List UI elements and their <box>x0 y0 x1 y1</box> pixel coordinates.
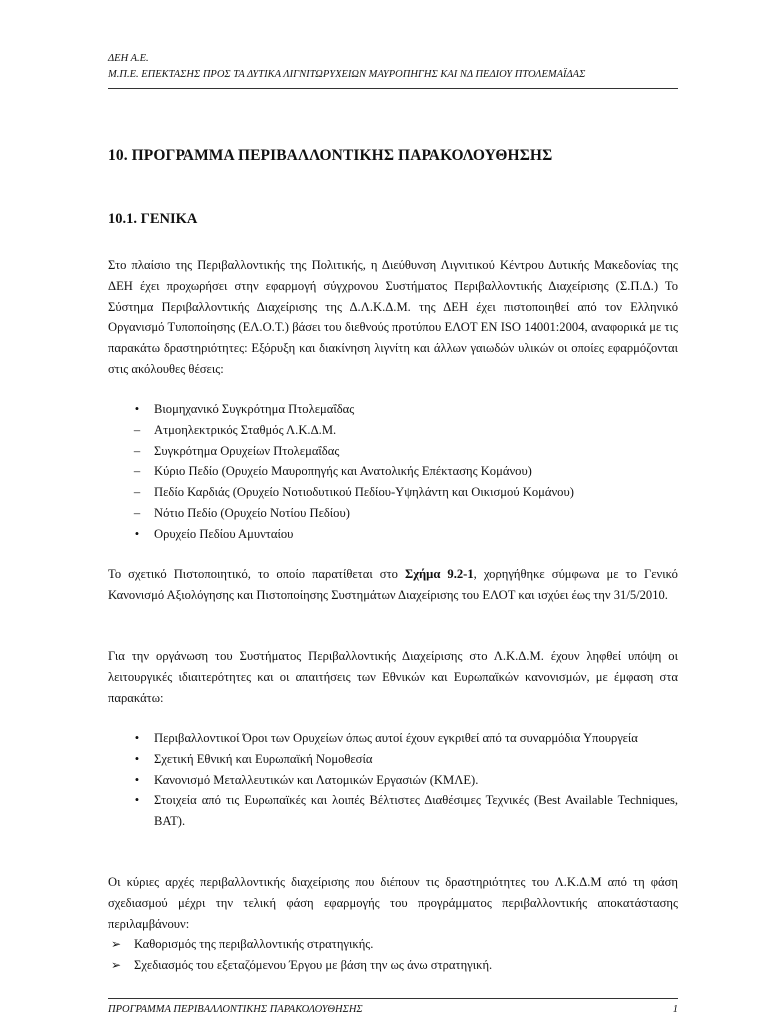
dash-marker: – <box>133 443 141 458</box>
bullet-marker: • <box>134 793 140 808</box>
arrow-bullet-icon: ➢ <box>110 957 122 972</box>
header-project: Μ.Π.Ε. ΕΠΕΚΤΑΣΗΣ ΠΡΟΣ ΤΑ ΔΥΤΙΚΑ ΛΙΓΝΙΤΩΡΥΧΕΙΩΝ ΜΑΥΡΟΠΗΓΗΣ ΚΑΙ ΝΔ ΠΕΔΙΟΥ ΠΤΟΛΕΜΑΪΔΑΣ <box>108 69 586 80</box>
list-item <box>108 934 492 955</box>
dash-marker: – <box>133 505 141 520</box>
organisation-paragraph: Για την οργάνωση του Συστήματος Περιβαλλοντικής Διαχείρισης στο Λ.Κ.Δ.Μ. έχουν ληφθεί υπόψη οι λειτουργικές ιδιαιτερότητες και οι απαιτήσεις των Εθνικών και Ευρωπαϊκών κανονισμών, με έμφαση στα παρακάτω: <box>108 649 678 705</box>
footer-title: ΠΡΟΓΡΑΜΜΑ ΠΕΡΙΒΑΛΛΟΝΤΙΚΗΣ ΠΑΡΑΚΟΛΟΥΘΗΣΗΣ <box>108 1004 363 1015</box>
list-item-text: Ατμοηλεκτρικός Σταθμός Λ.Κ.Δ.Μ. <box>154 422 337 437</box>
list-item-text: Συγκρότημα Ορυχείων Πτολεμαΐδας <box>154 443 340 458</box>
footer-divider <box>108 998 678 999</box>
header-company: ΔΕΗ Α.Ε. <box>108 53 149 64</box>
list-item-text: Πεδίο Καρδιάς (Ορυχείο Νοτιοδυτικού Πεδίου-Υψηλάντη και Οικισμού Κομάνου) <box>154 485 574 500</box>
bullet-marker: • <box>134 402 140 416</box>
list-item-text: Βιομηχανικό Συγκρότημα Πτολεμαΐδας <box>154 402 355 416</box>
bullet-marker: • <box>134 731 140 745</box>
sites-list <box>130 399 574 545</box>
dash-marker: – <box>133 485 141 500</box>
list-item-text: Σχετική Εθνική και Ευρωπαϊκή Νομοθεσία <box>154 751 373 766</box>
bullet-marker: • <box>134 772 140 787</box>
list-item <box>130 749 678 770</box>
certificate-paragraph <box>108 564 678 606</box>
list-item <box>108 955 492 976</box>
requirements-list <box>130 728 678 832</box>
principles-list <box>108 934 492 976</box>
principles-paragraph: Οι κύριες αρχές περιβαλλοντικής διαχείρισης που διέπουν τις δραστηριότητες του Λ.Κ.Δ.Μ από τη φάση σχεδιασμού μέχρι την τελική φάση εφαρμογής του προγράμματος περιβαλλοντικής αποκατάστασης περιλαμβάνουν: <box>108 875 678 931</box>
header-divider <box>108 88 678 89</box>
list-item <box>130 728 678 749</box>
certificate-text-end: , χορηγήθηκε σύμφωνα με το Γενικό Κανονισμό Αξιολόγησης και Πιστοποίησης Συστημάτων Διαχείρισης του ΕΛΟΤ και ισχύει έως την 31/5/2010. <box>108 567 678 602</box>
list-item <box>130 399 574 420</box>
dash-marker: – <box>133 422 141 437</box>
page-number: 1 <box>672 1004 678 1015</box>
list-item-text: Κύριο Πεδίο (Ορυχείο Μαυροπηγής και Ανατολικής Επέκτασης Κομάνου) <box>154 464 532 479</box>
running-header <box>108 51 678 83</box>
list-item <box>130 441 574 462</box>
certificate-text-start: Το σχετικό Πιστοποιητικό, το οποίο παρατίθεται στο <box>108 567 405 581</box>
list-item <box>130 503 574 524</box>
list-item-text: Περιβαλλοντικοί Όροι των Ορυχείων όπως αυτοί έχουν εγκριθεί από τα συναρμόδια Υπουργεία <box>154 731 638 745</box>
list-item-text: Στοιχεία από τις Ευρωπαϊκές και λοιπές Βέλτιστες Διαθέσιμες Τεχνικές (Best Available Techniques, BAT). <box>154 793 678 829</box>
intro-paragraph: Στο πλαίσιο της Περιβαλλοντικής της Πολιτικής, η Διεύθυνση Λιγνιτικού Κέντρου Δυτικής Μακεδονίας της ΔΕΗ έχει προχωρήσει στην εφαρμογή σύγχρονου Συστήματος Περιβαλλοντικής Διαχείρισης (Σ.Π.Δ.) Το Σύστημα Περιβαλλοντικής Διαχείρισης της Δ.Λ.Κ.Δ.Μ. της ΔΕΗ έχει πιστοποιηθεί από τον Ελληνικό Οργανισμό Τυποποίησης (ΕΛ.Ο.Τ.) βάσει του διεθνούς προτύπου ΕΛΟΤ ΕΝ ISO 14001:2004, αναφορικά με τις παρακάτω δραστηριότητες: Εξόρυξη και διακίνηση λιγνίτη και άλλων γαιωδών υλικών οι οποίες εφαρμόζονται στις ακόλουθες θέσεις: <box>108 258 678 376</box>
list-item-text: Σχεδιασμός του εξεταζόμενου Έργου με βάση την ως άνω στρατηγική. <box>134 957 493 972</box>
bullet-marker: • <box>134 526 140 541</box>
section-title: 10.1. ΓΕΝΙΚΑ <box>108 211 198 227</box>
list-item-text: Κανονισμό Μεταλλευτικών και Λατομικών Εργασιών (ΚΜΛΕ). <box>154 772 479 787</box>
list-item-text: Ορυχείο Πεδίου Αμυνταίου <box>154 526 294 541</box>
arrow-bullet-icon: ➢ <box>110 937 122 951</box>
chapter-title: 10. ΠΡΟΓΡΑΜΜΑ ΠΕΡΙΒΑΛΛΟΝΤΙΚΗΣ ΠΑΡΑΚΟΛΟΥΘΗΣΗΣ <box>108 147 553 164</box>
running-footer <box>108 1004 678 1015</box>
list-item <box>130 790 678 832</box>
figure-reference: Σχήμα 9.2-1 <box>404 567 474 581</box>
list-item-text: Καθορισμός της περιβαλλοντικής στρατηγικής. <box>134 937 374 951</box>
list-item <box>130 770 678 791</box>
list-item <box>130 461 574 482</box>
bullet-marker: • <box>134 751 140 766</box>
list-item <box>130 524 574 545</box>
dash-marker: – <box>133 464 141 479</box>
list-item <box>130 482 574 503</box>
list-item <box>130 420 574 441</box>
list-item-text: Νότιο Πεδίο (Ορυχείο Νοτίου Πεδίου) <box>154 505 350 520</box>
